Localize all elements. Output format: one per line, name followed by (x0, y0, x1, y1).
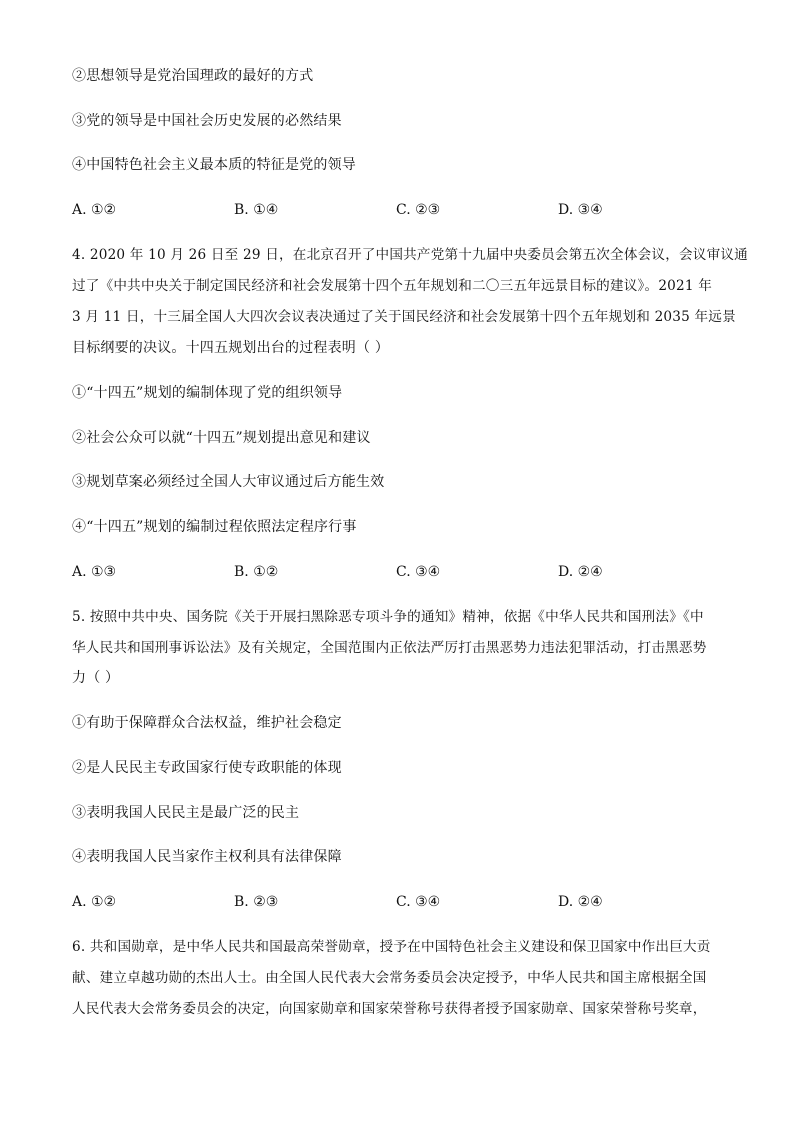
q5-option-d: D. ②④ (558, 894, 603, 910)
q3-item-3: ③党的领导是中国社会历史发展的必然结果 (72, 113, 342, 129)
q4-stem-line-1: 4. 2020 年 10 月 26 日至 29 日，在北京召开了中国共产党第十九届中央委员会第五次全体会议，会议审议通 (72, 247, 748, 263)
q3-option-d: D. ③④ (558, 202, 603, 218)
q5-option-a: A. ①② (72, 894, 117, 910)
q6-stem-line-2: 献、建立卓越功勋的杰出人士。由全国人民代表大会常务委员会决定授予，中华人民共和国主席根据全国 (72, 970, 707, 986)
q5-option-b: B. ②③ (234, 894, 279, 910)
q3-option-b: B. ①④ (234, 202, 279, 218)
q5-item-4: ④表明我国人民当家作主权利具有法律保障 (72, 849, 342, 865)
q3-item-4: ④中国特色社会主义最本质的特征是党的领导 (72, 157, 356, 173)
q4-stem-line-2: 过了《中共中央关于制定国民经济和社会发展第十四个五年规划和二〇三五年远景目标的建议》。2021 年 (72, 278, 713, 294)
q3-option-a: A. ①② (72, 202, 117, 218)
q4-item-3: ③规划草案必须经过全国人大审议通过后方能生效 (72, 474, 385, 490)
q3-item-2: ②思想领导是党治国理政的最好的方式 (72, 68, 314, 84)
q4-item-2: ②社会公众可以就“十四五”规划提出意见和建议 (72, 430, 371, 446)
q4-stem-line-4: 目标纲要的决议。十四五规划出台的过程表明（ ） (72, 340, 390, 356)
q4-stem-line-3: 3 月 11 日，十三届全国人大四次会议表决通过了关于国民经济和社会发展第十四个五年规划和 2035 年远景 (72, 309, 736, 325)
q4-option-b: B. ①② (234, 564, 279, 580)
q6-stem-line-1: 6. 共和国勋章，是中华人民共和国最高荣誉勋章，授予在中国特色社会主义建设和保卫国家中作出巨大贡 (72, 939, 711, 955)
q5-item-3: ③表明我国人民民主是最广泛的民主 (72, 805, 300, 821)
q5-option-c: C. ③④ (396, 894, 441, 910)
q4-item-1: ①“十四五”规划的编制体现了党的组织领导 (72, 385, 343, 401)
q6-stem-line-3: 人民代表大会常务委员会的决定，向国家勋章和国家荣誉称号获得者授予国家勋章、国家荣誉称号奖章， (72, 1001, 707, 1017)
q5-item-2: ②是人民民主专政国家行使专政职能的体现 (72, 760, 342, 776)
q4-option-c: C. ③④ (396, 564, 441, 580)
q4-item-4: ④“十四五”规划的编制过程依照法定程序行事 (72, 519, 357, 535)
q5-stem-line-1: 5. 按照中共中央、国务院《关于开展扫黑除恶专项斗争的通知》精神，依据《中华人民共和国刑法》《中 (72, 609, 704, 625)
q3-option-c: C. ②③ (396, 202, 441, 218)
q5-item-1: ①有助于保障群众合法权益，维护社会稳定 (72, 715, 342, 731)
q4-option-d: D. ②④ (558, 564, 603, 580)
q5-stem-line-3: 力（ ） (72, 670, 120, 686)
q4-option-a: A. ①③ (72, 564, 117, 580)
q5-stem-line-2: 华人民共和国刑事诉讼法》及有关规定，全国范围内正依法严厉打击黑恶势力违法犯罪活动，打击黑恶势 (72, 640, 707, 656)
